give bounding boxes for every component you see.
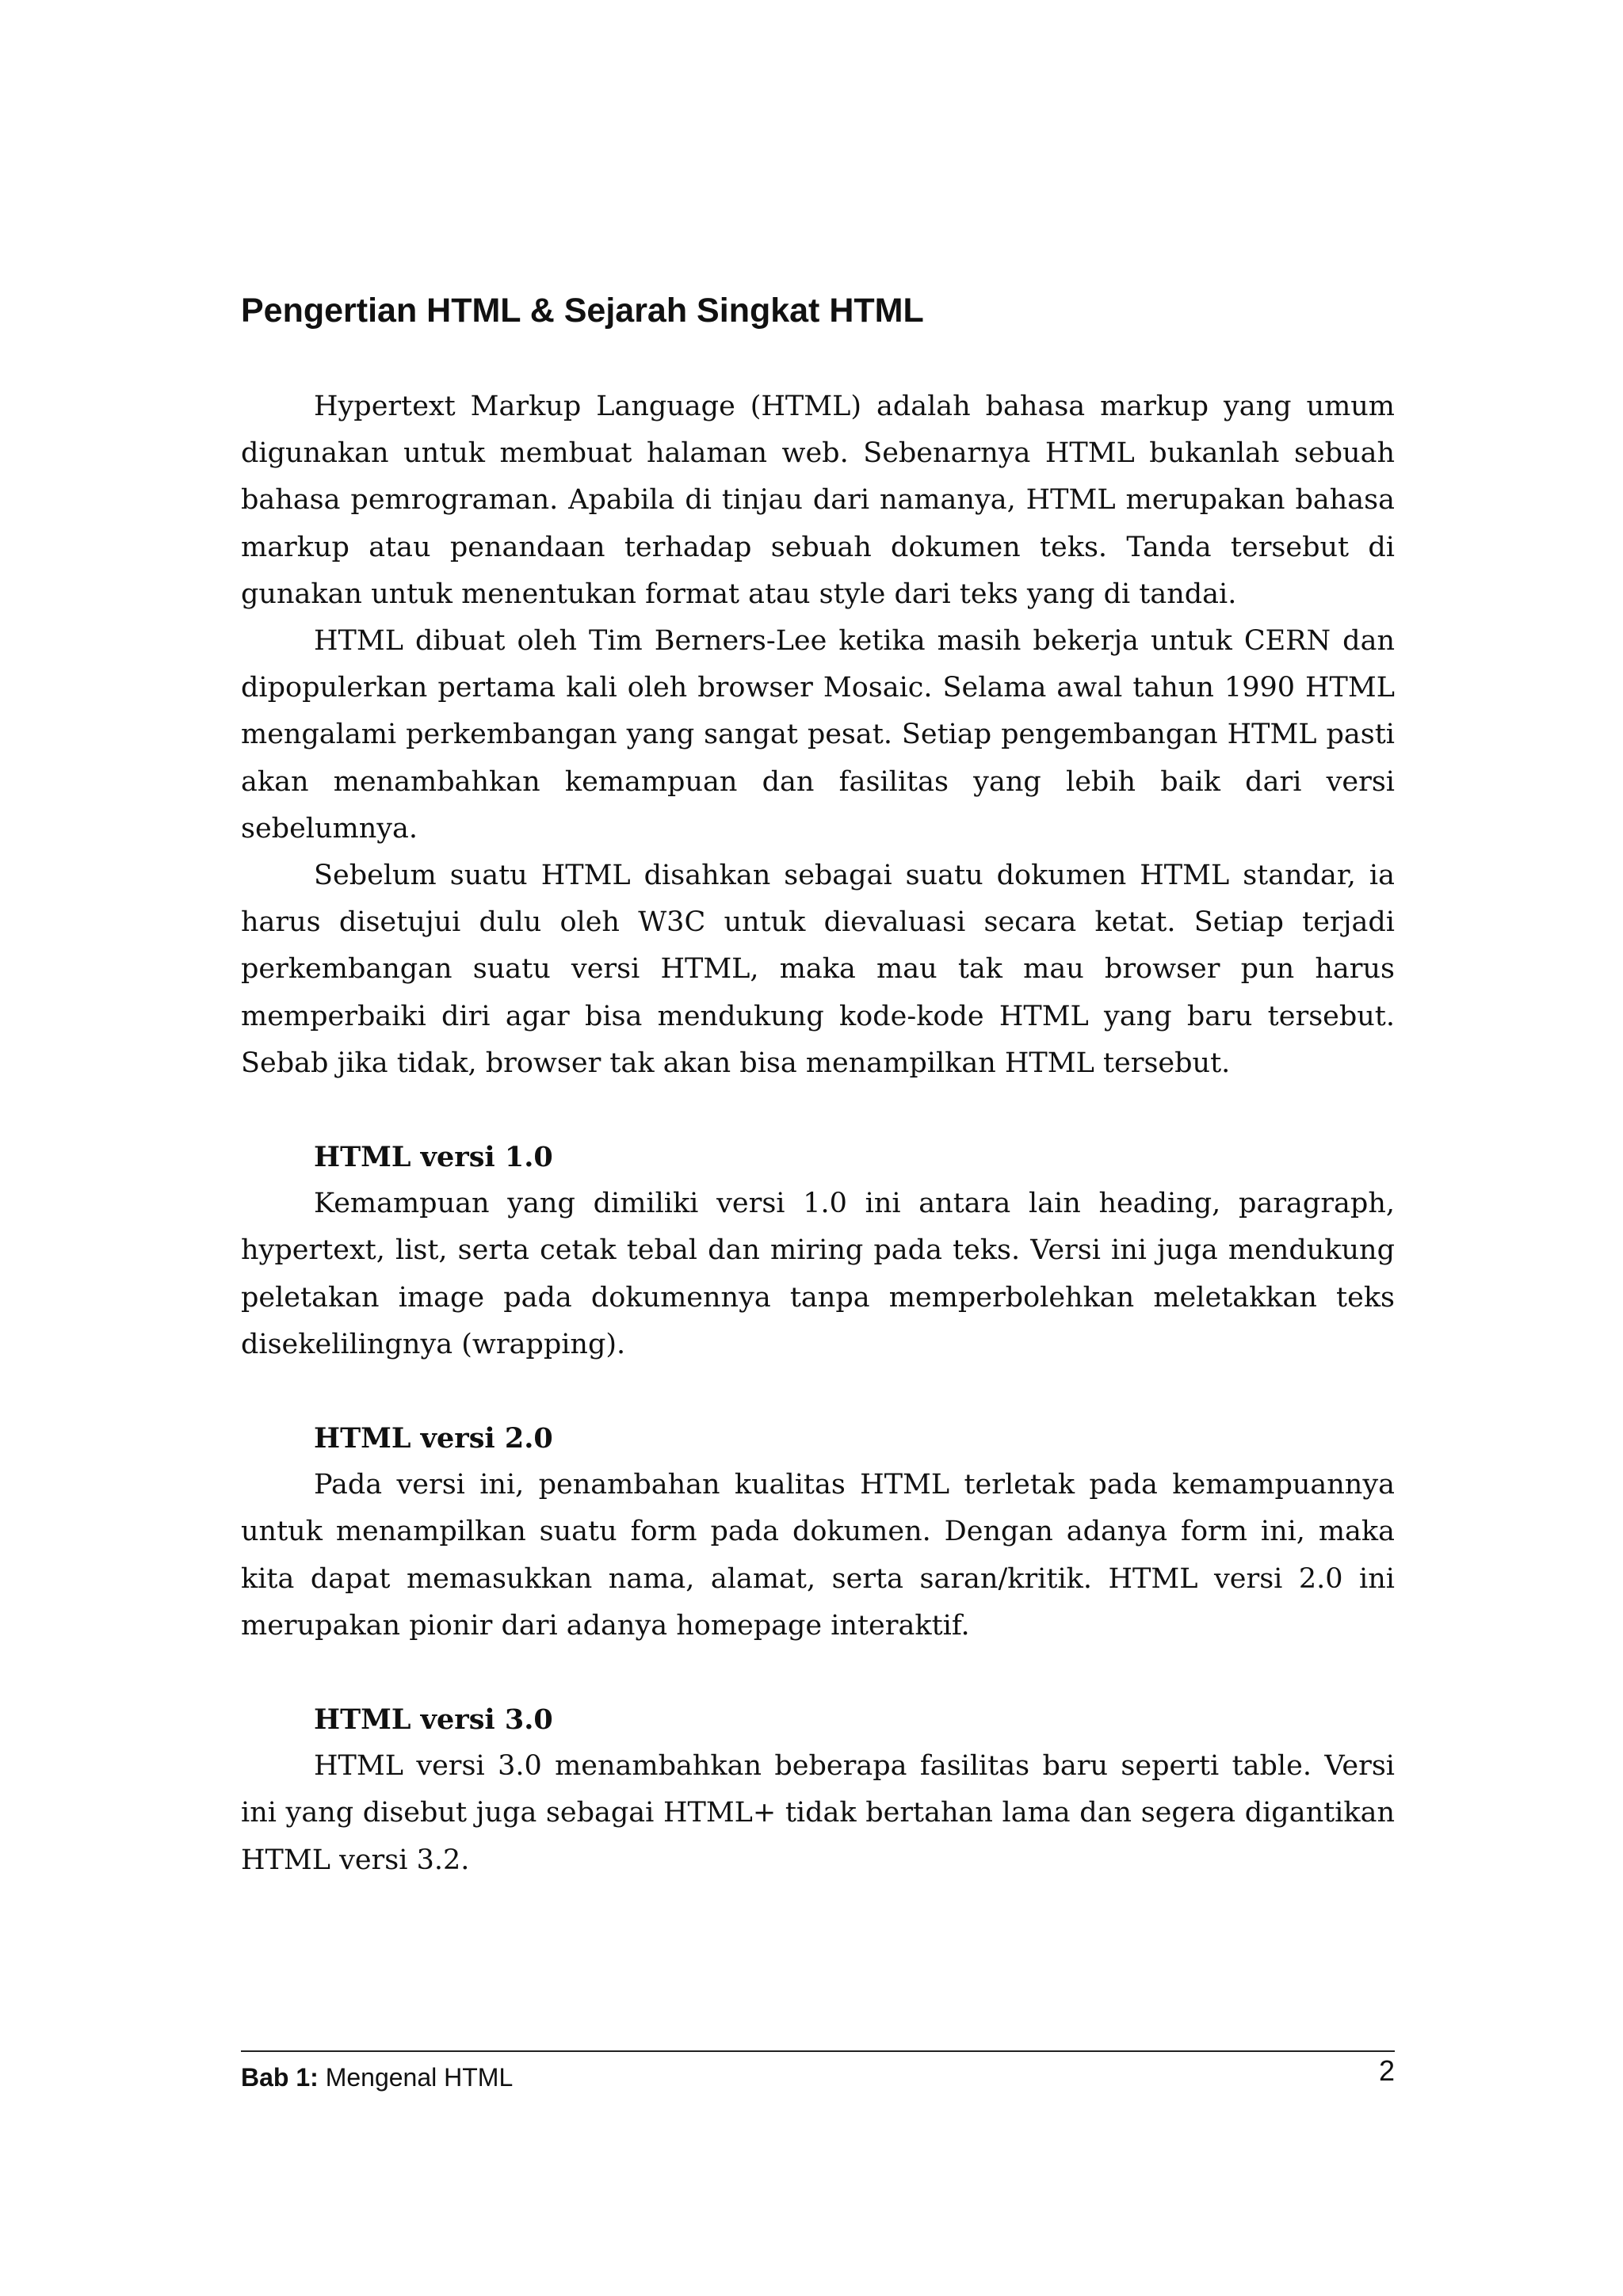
section-body: HTML versi 3.0 menambahkan beberapa fasilitas baru seperti table. Versi ini yang disebut juga sebagai HTML+ tidak bertahan lama dan segera digantikan HTML versi 3.2.: [241, 1750, 1395, 1876]
chapter-title: Mengenal HTML: [325, 2063, 514, 2092]
section-html-2: [241, 1415, 1395, 1650]
section-heading: HTML versi 2.0: [314, 1422, 553, 1455]
page-title: Pengertian HTML & Sejarah Singkat HTML: [241, 292, 924, 330]
intro-paragraph-2: HTML dibuat oleh Tim Berners-Lee ketika masih bekerja untuk CERN dan dipopulerkan pertama kali oleh browser Mosaic. Selama awal tahun 1990 HTML mengalami perkembangan yang sangat pesat. Setiap pengembangan HTML pasti akan menambahkan kemampuan dan fasilitas yang lebih baik dari versi sebelumnya.: [241, 625, 1395, 845]
page-content: [241, 287, 1395, 1884]
page-footer: [241, 2050, 1395, 2092]
section-heading: HTML versi 3.0: [314, 1703, 553, 1737]
intro-paragraph-3: Sebelum suatu HTML disahkan sebagai suatu dokumen HTML standar, ia harus disetujui dulu oleh W3C untuk dievaluasi secara ketat. Setiap terjadi perkembangan suatu versi HTML, maka mau tak mau browser pun harus memperbaiki diri agar bisa mendukung kode-kode HTML yang baru tersebut. Sebab jika tidak, browser tak akan bisa menampilkan HTML tersebut.: [241, 860, 1395, 1079]
section-body: Kemampuan yang dimiliki versi 1.0 ini antara lain heading, paragraph, hypertext, list, serta cetak tebal dan miring pada teks. Versi ini juga mendukung peletakan image pada dokumennya tanpa memperbolehkan meletakkan teks disekelilingnya (wrapping).: [241, 1188, 1395, 1360]
chapter-label: Bab 1:: [241, 2063, 319, 2092]
intro-paragraph-1: Hypertext Markup Language (HTML) adalah bahasa markup yang umum digunakan untuk membuat halaman web. Sebenarnya HTML bukanlah sebuah bahasa pemrograman. Apabila di tinjau dari namanya, HTML merupakan bahasa markup atau penandaan terhadap sebuah dokumen teks. Tanda tersebut di gunakan untuk menentukan format atau style dari teks yang di tandai.: [241, 391, 1395, 610]
section-html-3: [241, 1696, 1395, 1884]
section-body: Pada versi ini, penambahan kualitas HTML terletak pada kemampuannya untuk menampilkan suatu form pada dokumen. Dengan adanya form ini, maka kita dapat memasukkan nama, alamat, serta saran/kritik. HTML versi 2.0 ini merupakan pionir dari adanya homepage interaktif.: [241, 1469, 1395, 1642]
page-number: 2: [1378, 2054, 1395, 2087]
footer-chapter: [241, 2060, 513, 2095]
section-heading: HTML versi 1.0: [314, 1141, 553, 1174]
section-html-1: [241, 1134, 1395, 1368]
